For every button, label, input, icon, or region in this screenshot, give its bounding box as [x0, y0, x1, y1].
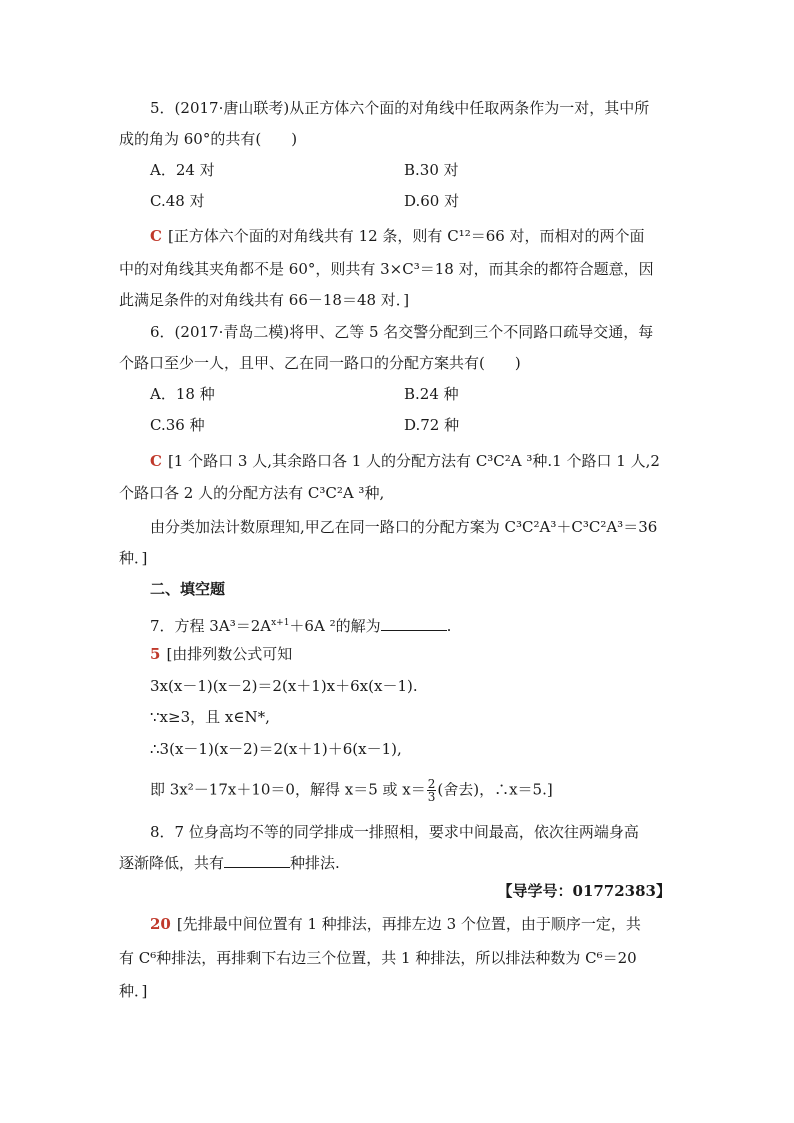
q8-solution-line1: [150, 914, 641, 934]
q6-option-b: B.24 种: [404, 385, 459, 403]
q6-stem-line1: 6．(2017·青岛二模)将甲、乙等 5 名交警分配到三个不同路口疏导交通，每: [150, 323, 654, 341]
q5-stem-line1: 5．(2017·唐山联考)从正方体六个面的对角线中任取两条作为一对，其中所: [150, 99, 650, 117]
q6-solution-line4: 种．]: [119, 549, 148, 567]
q5-answer: C: [150, 227, 162, 245]
q7-solution-line3: ∵x≥3，且 x∈N*,: [150, 708, 270, 726]
q5-solution-text1: [正方体六个面的对角线共有 12 条，则有 C¹²＝66 对，而相对的两个面: [167, 227, 645, 245]
q5-option-a: A．24 对: [150, 161, 215, 179]
q7-solution-line4: ∴3(x－1)(x－2)＝2(x＋1)＋6(x－1),: [150, 740, 402, 758]
section-heading-fill-in: 二、填空题: [150, 580, 226, 598]
q8-answer: 20: [150, 915, 171, 933]
q8-answer-blank: [224, 853, 290, 868]
q5-option-c: C.48 对: [150, 192, 205, 210]
q8-stem2-post: 种排法.: [290, 854, 340, 872]
q6-solution-line3: 由分类加法计数原理知,甲乙在同一路口的分配方案为 C³C²A³＋C³C²A³＝36: [150, 518, 658, 536]
q8-reference-number: 【导学号：01772383】: [497, 882, 671, 900]
q7-answer-blank: [381, 616, 447, 631]
q7-stem-sup: x+1: [271, 618, 290, 628]
q7-stem: [150, 613, 451, 636]
q7-solution-line2: 3x(x－1)(x－2)＝2(x＋1)x＋6x(x－1).: [150, 677, 418, 695]
q8-solution-line3: 种．]: [119, 982, 148, 1000]
q5-solution-line1: [150, 226, 645, 246]
q5-solution-line3: 此满足条件的对角线共有 66－18＝48 对．]: [119, 291, 410, 309]
q5-option-b: B.30 对: [404, 161, 459, 179]
q6-solution-text1: [1 个路口 3 人,其余路口各 1 人的分配方法有 C³C²A ³种.1 个路口 1 人,2: [167, 452, 660, 470]
q7-answer: 5: [150, 645, 161, 663]
q5-options-row1: [150, 160, 459, 180]
q8-stem-line1: 8．7 位身高均不等的同学排成一排照相，要求中间最高，依次往两端身高: [150, 823, 639, 841]
q8-solution-line2: 有 C⁶种排法，再排剩下右边三个位置，共 1 种排法，所以排法种数为 C⁶＝20: [119, 949, 637, 967]
q6-options-row2: [150, 415, 460, 435]
q6-answer: C: [150, 452, 162, 470]
q7-solution-text1: [由排列数公式可知: [166, 645, 293, 663]
q5-solution-line2: 中的对角线其夹角都不是 60°，则共有 3×C³＝18 对，而其余的都符合题意，因: [119, 260, 654, 278]
q6-stem-line2: 个路口至少一人，且甲、乙在同一路口的分配方案共有( ): [119, 354, 521, 372]
q7-fraction-numerator: 2: [427, 777, 436, 791]
q7-fraction: [427, 778, 437, 803]
q8-solution-text1: [先排最中间位置有 1 种排法，再排左边 3 个位置，由于顺序一定，共: [176, 915, 641, 933]
q7-stem-post: ＋6A ²的解为: [289, 617, 381, 635]
q7-stem-end: .: [446, 617, 452, 635]
q7-solution-line1: [150, 644, 292, 664]
q6-solution-line1: [150, 451, 660, 471]
q5-option-d: D.60 对: [404, 192, 460, 210]
q6-options-row1: [150, 384, 459, 404]
q8-stem2-pre: 逐渐降低，共有: [119, 854, 225, 872]
q7-fraction-denominator: 3: [427, 790, 436, 804]
q6-option-d: D.72 种: [404, 416, 460, 434]
q5-options-row2: [150, 191, 460, 211]
q7-solution-line5: [150, 778, 553, 803]
q7-solution-text5-post: (舍去)，∴x＝5.]: [437, 780, 553, 799]
q7-solution-text5-pre: 即 3x²－17x＋10＝0，解得 x＝5 或 x＝: [150, 780, 426, 799]
q6-solution-line2: 个路口各 2 人的分配方法有 C³C²A ³种,: [119, 484, 385, 502]
q8-stem-line2: [119, 853, 340, 873]
q5-stem-line2: 成的角为 60°的共有( ): [119, 130, 298, 148]
q6-option-c: C.36 种: [150, 416, 205, 434]
q7-stem-pre: 7．方程 3A³＝2A: [150, 617, 272, 635]
q6-option-a: A．18 种: [150, 385, 215, 403]
